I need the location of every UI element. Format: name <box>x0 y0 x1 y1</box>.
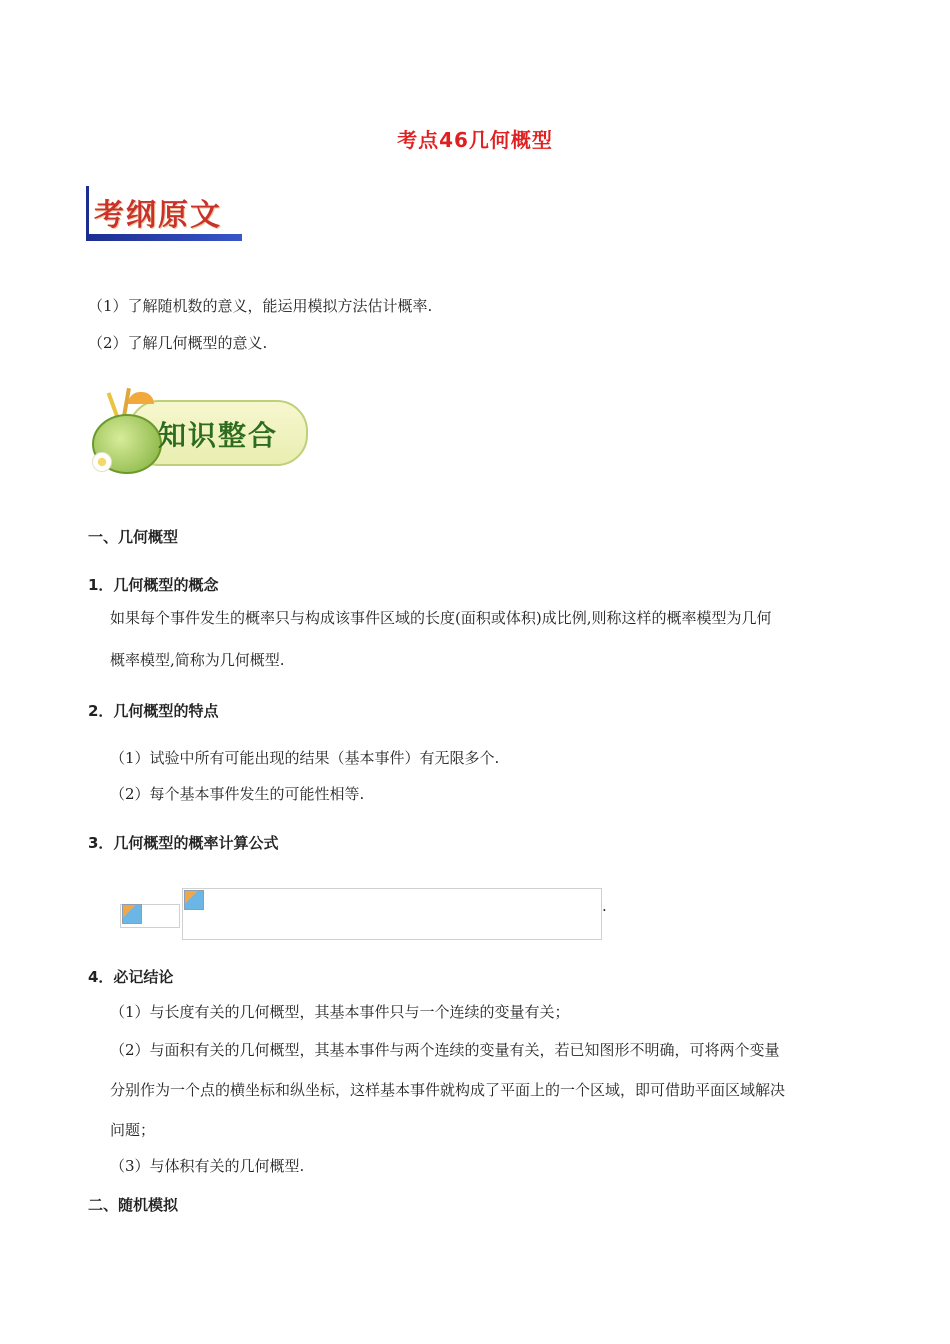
knowledge-banner-label: 知识整合 <box>158 419 279 452</box>
banner-left-bar <box>86 186 89 234</box>
formula-period: . <box>602 897 607 915</box>
subsection-1-text-line-2: 概率模型,简称为几何概型. <box>110 651 285 669</box>
section-2-heading: 二、随机模拟 <box>88 1196 179 1214</box>
formula-image-placeholder <box>182 888 602 940</box>
knowledge-banner <box>88 388 306 476</box>
subsection-4-item-1: （1）与长度有关的几何概型，其基本事件只与一个连续的变量有关； <box>110 1003 570 1021</box>
banner-underline <box>86 234 242 241</box>
syllabus-banner <box>86 186 242 242</box>
flower-icon <box>92 452 112 472</box>
syllabus-banner-label: 考纲原文 <box>94 198 222 233</box>
syllabus-item-1: （1）了解随机数的意义，能运用模拟方法估计概率. <box>88 297 433 315</box>
subsection-4-item-2-line-1: （2）与面积有关的几何概型，其基本事件与两个连续的变量有关，若已知图形不明确，可将两个变量 <box>110 1041 780 1059</box>
subsection-3-heading: 3．几何概型的概率计算公式 <box>88 834 279 852</box>
subsection-1-heading: 1．几何概型的概念 <box>88 576 219 594</box>
broken-image-icon <box>184 890 204 910</box>
subsection-2-item-1: （1）试验中所有可能出现的结果（基本事件）有无限多个. <box>110 749 500 767</box>
section-1-heading: 一、几何概型 <box>88 528 179 546</box>
subsection-2-item-2: （2）每个基本事件发生的可能性相等. <box>110 785 365 803</box>
subsection-2-heading: 2．几何概型的特点 <box>88 702 219 720</box>
subsection-4-item-3: （3）与体积有关的几何概型. <box>110 1157 305 1175</box>
subsection-4-heading: 4．必记结论 <box>88 968 174 986</box>
subsection-4-item-2-line-3: 问题； <box>110 1121 156 1139</box>
page-title: 考点46几何概型 <box>397 128 553 152</box>
umbrella-icon <box>128 392 154 404</box>
subsection-4-item-2-line-2: 分别作为一个点的横坐标和纵坐标，这样基本事件就构成了平面上的一个区域，即可借助平面区域解决 <box>110 1081 786 1099</box>
syllabus-item-2: （2）了解几何概型的意义. <box>88 334 268 352</box>
subsection-1-text-line-1: 如果每个事件发生的概率只与构成该事件区域的长度(面积或体积)成比例,则称这样的概率模型为几何 <box>110 609 772 627</box>
broken-image-icon <box>122 904 142 924</box>
